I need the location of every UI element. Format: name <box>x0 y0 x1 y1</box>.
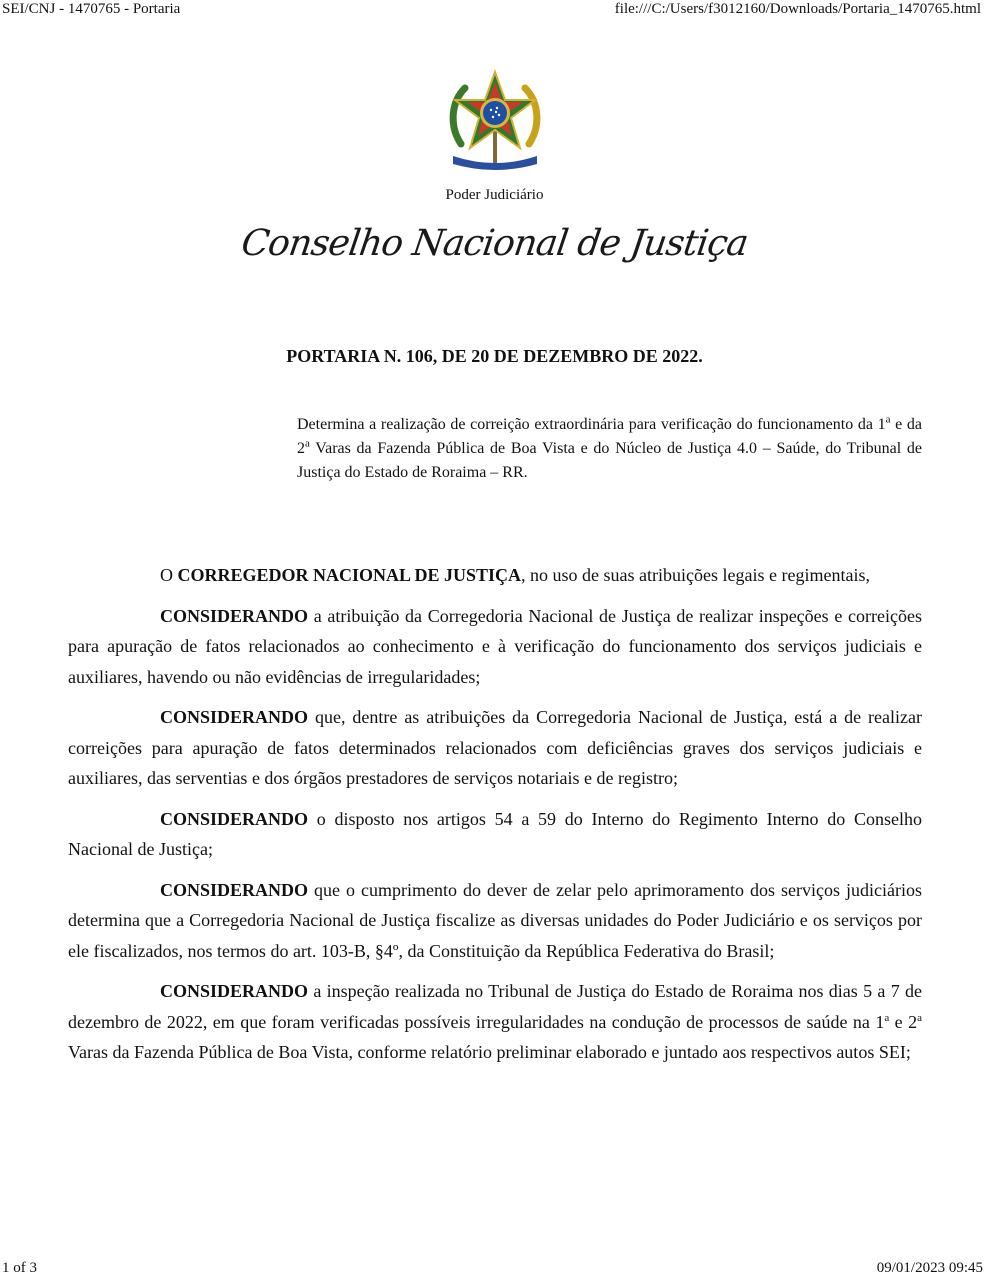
brazil-coat-of-arms-icon <box>441 66 549 174</box>
paragraph-considerando: CONSIDERANDO que o cumprimento do dever de zelar pelo aprimoramento dos serviços judiciários determina que a Corregedoria Nacional de Justiça fiscalize as diversas unidades do Poder Judiciário e os serviços por ele fiscalizados, nos termos do art. 103-B, §4º, da Constituição da República Federativa do Brasil; <box>68 879 922 961</box>
print-timestamp: 09/01/2023 09:45 <box>876 1260 983 1276</box>
paragraph-considerando: CONSIDERANDO a inspeção realizada no Tribunal de Justiça do Estado de Roraima nos dias 5 a 7 de dezembro de 2022, em que foram verificadas possíveis irregularidades na condução de processos de saúde na 1$^a$ e 2$^a$ Varas da Fazenda Pública de Boa Vista, conforme relatório preliminar elaborado e juntado aos respectivos autos SEI; <box>68 981 922 1062</box>
page-counter: 1 of 3 <box>2 1260 37 1276</box>
letterhead-council: Conselho Nacional de Justiça <box>238 223 751 264</box>
browser-header-title: SEI/CNJ - 1470765 - Portaria <box>2 1 181 17</box>
document-summary: Determina a realização de correição extraordinária para verificação do funcionamento da 1$^a$ e da 2$^a$ Varas da Fazenda Pública de Boa Vista e do Núcleo de Justiça 4.0 – Saúde, do Tribunal de Justiça do Estado de Roraima – RR. <box>297 413 923 481</box>
paragraph-considerando: CONSIDERANDO o disposto nos artigos 54 a 59 do Interno do Regimento Interno do Conselho Nacional de Justiça; <box>68 808 922 859</box>
paragraph-considerando: CONSIDERANDO que, dentre as atribuições da Corregedoria Nacional de Justiça, está a de realizar correições para apuração de fatos determinados relacionados com deficiências graves dos serviços judiciais e auxiliares, das serventias e dos órgãos prestadores de serviços notariais e de registro; <box>68 707 922 788</box>
letterhead-org: Poder Judiciário <box>445 187 544 203</box>
paragraph-preamble: O CORREGEDOR NACIONAL DE JUSTIÇA, no uso de suas atribuições legais e regimentais, <box>160 565 870 585</box>
browser-header-url: file:///C:/Users/f3012160/Downloads/Portaria_1470765.html <box>614 1 981 17</box>
document-title: PORTARIA N. 106, DE 20 DE DEZEMBRO DE 2022. <box>286 346 703 366</box>
paragraph-considerando: CONSIDERANDO a atribuição da Corregedoria Nacional de Justiça de realizar inspeções e correições para apuração de fatos relacionados ao conhecimento e à verificação do funcionamento dos serviços judiciais e auxiliares, havendo ou não evidências de irregularidades; <box>68 605 922 687</box>
document-body <box>68 560 922 1078</box>
